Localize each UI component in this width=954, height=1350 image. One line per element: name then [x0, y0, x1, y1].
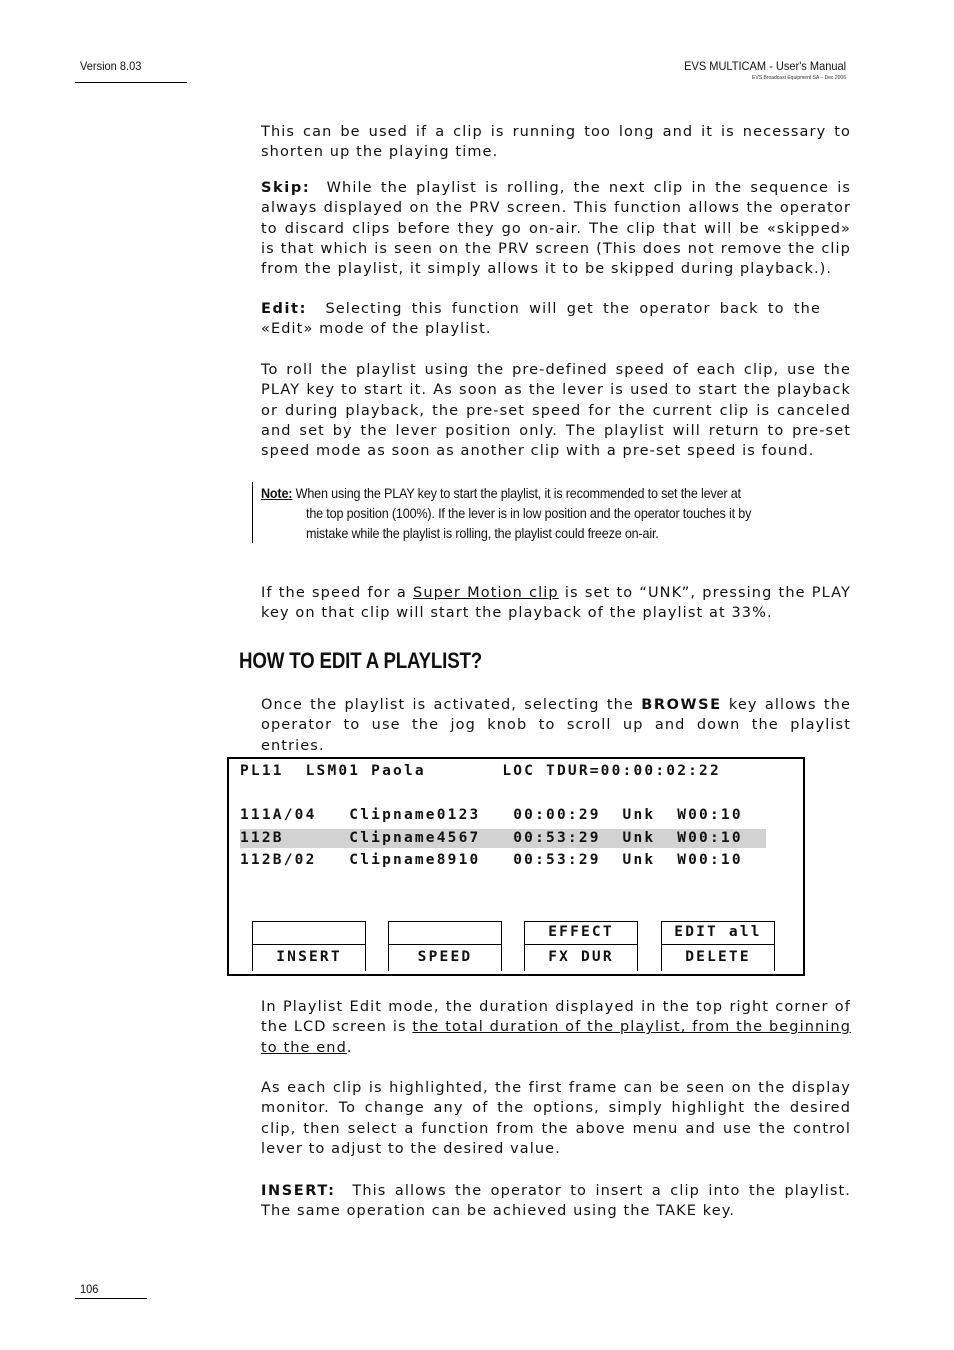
- lcd-screen: [227, 757, 805, 976]
- lcd-button-speed-label: SPEED: [417, 949, 473, 965]
- speed-text-post: is set to “UNK”, pressing the PLAY key on that clip will start the playback of the playlist at 33%.: [261, 585, 851, 622]
- lcd-button-effect: [524, 921, 638, 971]
- lcd-button-edit-all-top: EDIT all: [662, 922, 774, 945]
- note-line-1: When using the PLAY key to start the playlist, it is recommended to set the lever at: [295, 485, 741, 501]
- note: [261, 483, 792, 543]
- lcd-button-insert-label: INSERT: [276, 949, 342, 965]
- lcd-button-effect-top: EFFECT: [525, 922, 637, 945]
- lcd-button-insert-top: [253, 922, 365, 945]
- note-label: Note:: [261, 485, 293, 501]
- note-line-3: mistake while the playlist is rolling, the playlist could freeze on-air.: [306, 525, 659, 541]
- lcd-button-insert: [252, 921, 366, 971]
- speed-text-pre: If the speed for a: [261, 585, 414, 601]
- paragraph-highlight: As each clip is highlighted, the first frame can be seen on the display monitor. To change any of the options, simply highlight the desired clip, then select a function from the above menu and use the control lever to adjust to the desired value.: [261, 1080, 851, 1157]
- paragraph-browse: [261, 695, 851, 756]
- header-left-rule: [75, 82, 187, 83]
- note-line-2: the top position (100%). If the lever is in low position and the operator touches it by: [306, 505, 752, 521]
- skip-label: Skip:: [261, 180, 311, 196]
- lcd-button-edit-all: [661, 921, 775, 971]
- skip-text: While the playlist is rolling, the next clip in the sequence is always displayed on the PRV screen. This function allows the operator to discard clips before they go on-air. The clip that will be «skipped» is that which is seen on the PRV screen (This does not remove the clip from the playlist, it simply allows it to be skipped during playback.).: [261, 180, 852, 278]
- note-bar: [252, 482, 253, 543]
- edit-text: Selecting this function will get the operator back to the «Edit» mode of the playlist.: [261, 301, 821, 338]
- paragraph-shorten: This can be used if a clip is running too long and it is necessary to shorten up the playing time.: [261, 124, 851, 161]
- edit-label: Edit:: [261, 301, 307, 317]
- paragraph-skip: [261, 178, 851, 279]
- page-number: 106: [80, 1282, 99, 1296]
- paragraph-speed: [261, 583, 851, 624]
- mode-text-underlined: the total duration of the playlist, from the beginning to the end: [261, 1019, 852, 1056]
- lcd-row: 112B/02 Clipname8910 00:53:29 Unk W00:10: [240, 852, 743, 868]
- paragraph-edit-mode: [261, 997, 851, 1058]
- header-title: EVS MULTICAM - User's Manual: [683, 59, 846, 73]
- lcd-button-speed-top: [389, 922, 501, 945]
- lcd-button-speed: [388, 921, 502, 971]
- paragraph-roll: To roll the playlist using the pre-defined speed of each clip, use the PLAY key to start it. As soon as the lever is used to start the playback or during playback, the pre-set speed for the current clip is canceled and set by the lever position only. The playlist will return to pre-set speed mode as soon as another clip with a pre-set speed is found.: [261, 362, 851, 460]
- lcd-button-delete-label: DELETE: [685, 949, 751, 965]
- browse-text-post: key allows the operator to use the jog knob to scroll up and down the playlist entries.: [261, 697, 852, 754]
- paragraph-insert: [261, 1181, 851, 1222]
- super-motion-link: Super Motion clip: [413, 585, 559, 601]
- lcd-header-line: PL11 LSM01 Paola LOC TDUR=00:00:02:22: [240, 763, 721, 779]
- lcd-button-fx-dur-label: FX DUR: [548, 949, 614, 965]
- mode-text-pre: In Playlist Edit mode, the duration displayed in the top right corner of the LCD screen is: [261, 999, 851, 1036]
- mode-text-post: .: [346, 1039, 353, 1056]
- browse-key: BROWSE: [641, 697, 722, 713]
- lcd-row: 111A/04 Clipname0123 00:00:29 Unk W00:10: [240, 807, 743, 823]
- insert-text: This allows the operator to insert a clip into the playlist. The same operation can be achieved using the TAKE key.: [261, 1183, 851, 1220]
- insert-label: INSERT:: [261, 1183, 336, 1199]
- header-subtitle: EVS Broadcast Equipment SA – Dec 2006: [752, 75, 846, 81]
- paragraph-edit: [261, 299, 821, 340]
- page-number-rule: [75, 1298, 147, 1299]
- header-version: Version 8.03: [80, 59, 142, 73]
- browse-text-pre: Once the playlist is activated, selecting the: [261, 697, 642, 713]
- lcd-row-highlighted: 112B Clipname4567 00:53:29 Unk W00:10: [240, 829, 766, 848]
- section-heading: HOW TO EDIT A PLAYLIST?: [239, 648, 483, 673]
